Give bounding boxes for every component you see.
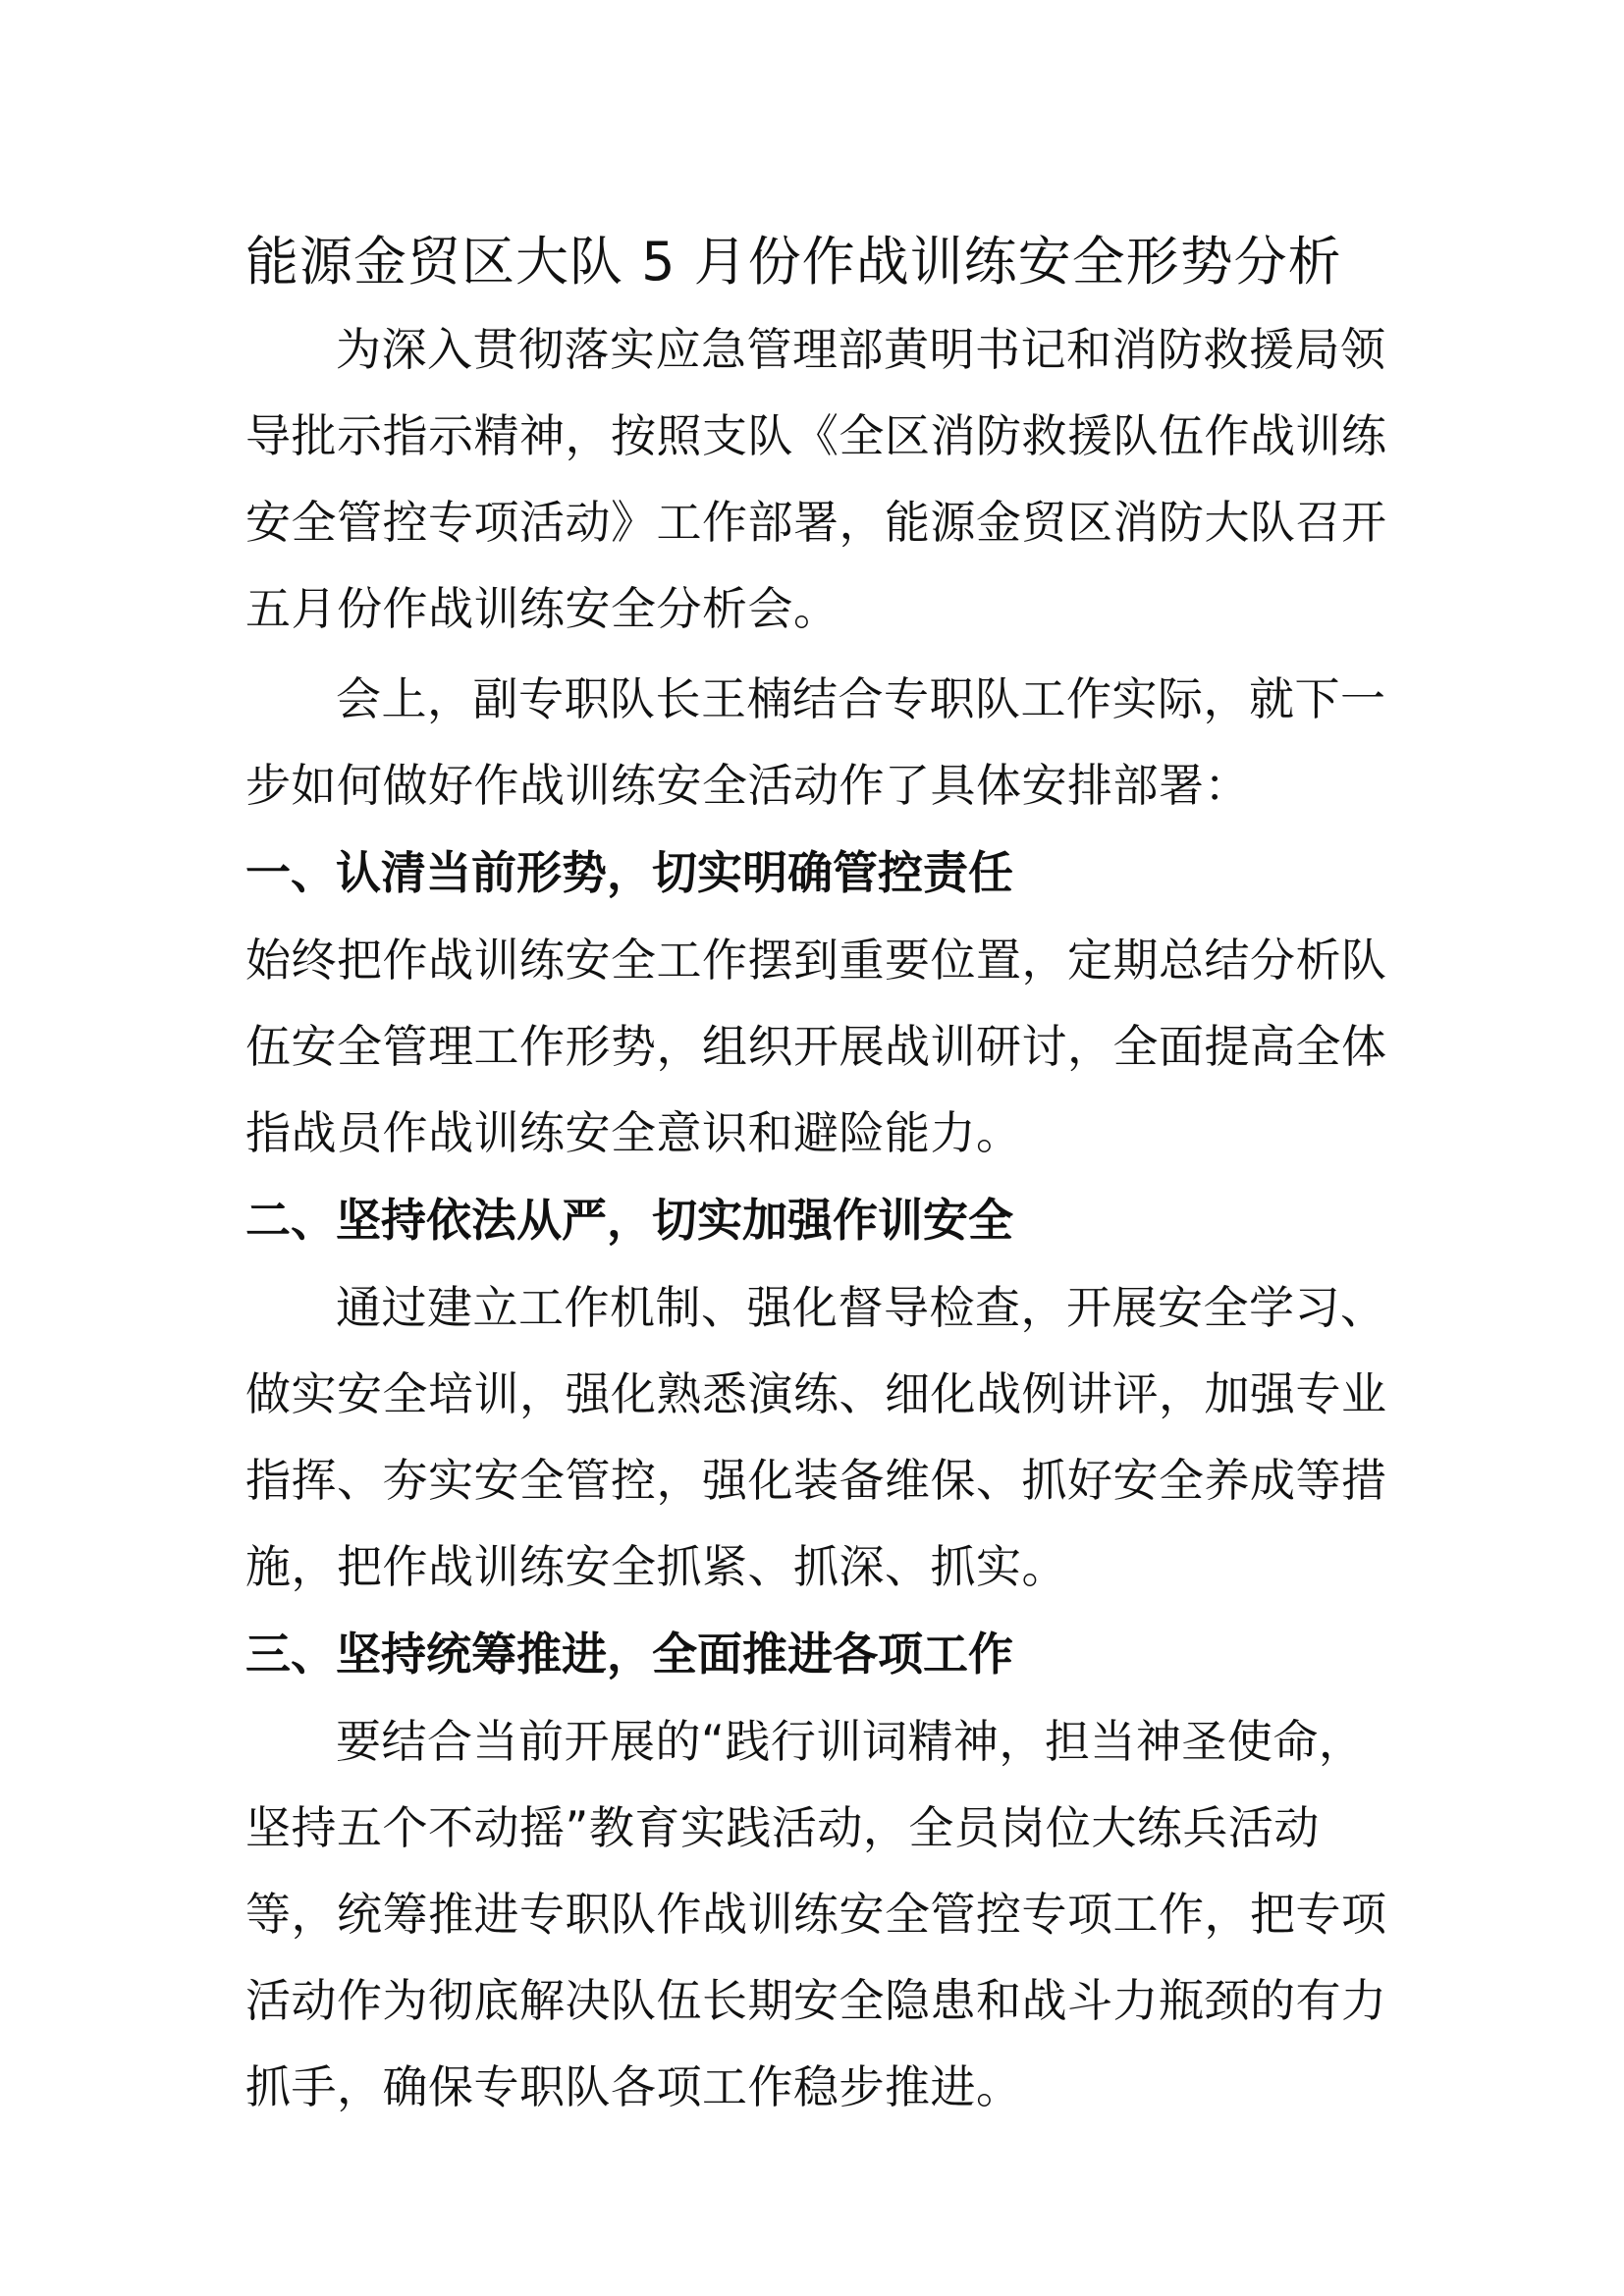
document-title: 能源金贸区大队 5 月份作战训练安全形势分析 — [245, 231, 1342, 293]
section-body: 通过建立工作机制、强化督导检查，开展安全学习、做实安全培训，强化熟悉演练、细化战例讲评，加强专业指挥、夯实安全管控，强化装备维保、抓好安全养成等措施，把作战训练安全抓紧、抓深、抓实。 — [245, 1281, 1387, 1593]
intro-paragraph: 为深入贯彻落实应急管理部黄明书记和消防救援局领导批示指示精神，按照支队《全区消防救援队伍作战训练安全管控专项活动》工作部署，能源金贸区消防大队召开五月份作战训练安全分析会。 — [245, 323, 1387, 635]
section-2 — [245, 1176, 1394, 1610]
section-3 — [245, 1610, 1394, 2130]
meeting-paragraph: 会上，副专职队长王楠结合专职队工作实际，就下一步如何做好作战训练安全活动作了具体安排部署： — [245, 672, 1386, 812]
section-body: 要结合当前开展的“践行训词精神，担当神圣使命，坚持五个不动摇”教育实践活动，全员岗位大练兵活动等，统筹推进专职队作战训练安全管控专项工作，把专项活动作为彻底解决队伍长期安全隐患和战斗力瓶颈的有力抓手，确保专职队各项工作稳步推进。 — [245, 1715, 1387, 2113]
document-body — [245, 218, 1394, 2130]
section-body: 始终把作战训练安全工作摆到重要位置，定期总结分析队伍安全管理工作形势，组织开展战训研讨，全面提高全体指战员作战训练安全意识和避险能力。 — [245, 934, 1387, 1159]
section-heading: 一、认清当前形势，切实明确管控责任 — [245, 846, 1013, 899]
section-heading: 三、坚持统筹推进，全面推进各项工作 — [245, 1628, 1013, 1681]
section-heading: 二、坚持依法从严，切实加强作训安全 — [245, 1194, 1013, 1247]
section-1 — [245, 828, 1394, 1176]
